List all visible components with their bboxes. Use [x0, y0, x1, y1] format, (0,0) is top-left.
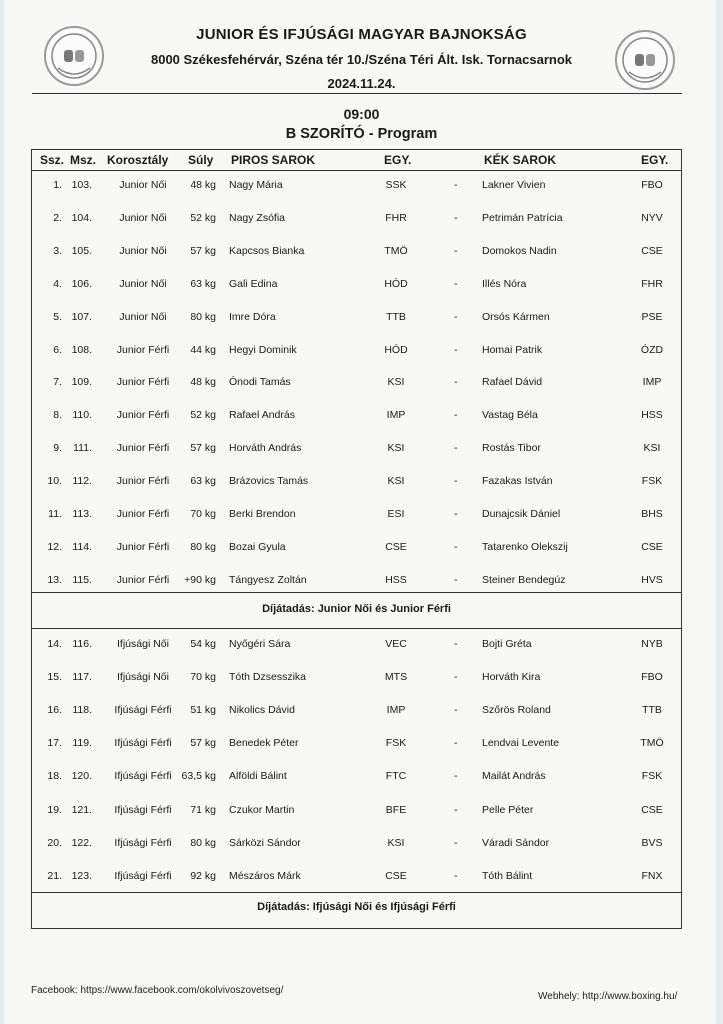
weight-class: 70 kg	[190, 508, 216, 520]
blue-corner-club: BVS	[641, 837, 663, 849]
header-divider	[32, 93, 682, 94]
age-group: Junior Férfi	[116, 344, 170, 356]
red-corner-club: VEC	[385, 638, 407, 650]
match-number: 110.	[72, 409, 92, 421]
red-corner-boxer: Benedek Péter	[229, 737, 299, 749]
age-group: Junior Férfi	[116, 376, 170, 388]
bout-number: 20.	[47, 837, 62, 849]
blue-corner-boxer: Pelle Péter	[482, 804, 534, 816]
versus-dash: -	[454, 409, 458, 421]
bout-number: 10.	[47, 475, 62, 487]
age-group: Junior Férfi	[116, 574, 170, 586]
weight-class: +90 kg	[184, 574, 216, 586]
age-group: Junior Férfi	[116, 508, 170, 520]
match-number: 109.	[71, 376, 92, 388]
age-group: Junior Női	[119, 179, 167, 191]
bout-number: 21.	[47, 870, 62, 882]
blue-corner-boxer: Steiner Bendegúz	[482, 574, 566, 586]
bout-number: 4.	[53, 278, 62, 290]
blue-corner-boxer: Tóth Bálint	[482, 870, 533, 882]
versus-dash: -	[454, 508, 458, 520]
red-corner-club: MTS	[384, 671, 408, 683]
versus-dash: -	[454, 245, 458, 257]
table-row	[32, 671, 681, 691]
red-corner-club: FTC	[385, 770, 407, 782]
section-rule	[32, 628, 681, 629]
red-corner-boxer: Gali Edina	[229, 278, 278, 290]
blue-corner-boxer: Fazakas István	[482, 475, 553, 487]
blue-corner-club: FBO	[641, 179, 663, 191]
red-corner-club: TMÖ	[384, 245, 408, 257]
col-header-weight: Súly	[188, 153, 214, 167]
blue-corner-club: TTB	[642, 704, 662, 716]
bout-number: 11.	[48, 508, 62, 520]
blue-corner-club: CSE	[641, 804, 663, 816]
match-number: 103.	[71, 179, 92, 191]
blue-corner-boxer: Lakner Vivien	[482, 179, 546, 191]
match-number: 122.	[71, 837, 92, 849]
age-group: Junior Női	[119, 311, 167, 323]
bout-number: 18.	[47, 770, 62, 782]
weight-class: 57 kg	[190, 737, 216, 749]
red-corner-club: CSE	[385, 541, 407, 553]
facebook-link[interactable]: Facebook: https://www.facebook.com/okolvivoszovetseg/	[31, 985, 284, 996]
versus-dash: -	[454, 870, 458, 882]
blue-corner-boxer: Vastag Béla	[482, 409, 538, 421]
age-group: Ifjúsági Férfi	[114, 837, 172, 849]
blue-corner-club: FNX	[641, 870, 663, 882]
red-corner-boxer: Tángyesz Zoltán	[229, 574, 307, 586]
blue-corner-club: ÓZD	[640, 344, 664, 356]
match-number: 107.	[71, 311, 92, 323]
col-header-red-corner: PIROS SAROK	[231, 153, 316, 167]
table-row	[32, 344, 681, 364]
weight-class: 51 kg	[190, 704, 216, 716]
table-row	[32, 804, 681, 824]
blue-corner-boxer: Homai Patrik	[482, 344, 543, 356]
weight-class: 71 kg	[190, 804, 216, 816]
red-corner-boxer: Berki Brendon	[229, 508, 296, 520]
table-row	[32, 737, 681, 757]
blue-corner-boxer: Lendvai Levente	[482, 737, 560, 749]
table-row	[32, 409, 681, 429]
blue-corner-boxer: Orsós Kármen	[482, 311, 550, 323]
age-group: Ifjúsági Női	[117, 671, 169, 683]
blue-corner-club: HVS	[641, 574, 663, 586]
blue-corner-boxer: Illés Nóra	[482, 278, 527, 290]
match-number: 108.	[71, 344, 92, 356]
age-group: Junior Férfi	[116, 541, 170, 553]
weight-class: 63 kg	[190, 475, 216, 487]
weight-class: 63,5 kg	[181, 770, 216, 782]
red-corner-club: SSK	[385, 179, 407, 191]
red-corner-boxer: Sárközi Sándor	[229, 837, 301, 849]
blue-corner-boxer: Dunajcsik Dániel	[482, 508, 561, 520]
blue-corner-club: HSS	[641, 409, 663, 421]
versus-dash: -	[454, 737, 458, 749]
venue-address: 8000 Székesfehérvár, Széna tér 10./Széna Téri Ált. Isk. Tornacsarnok	[150, 52, 573, 67]
blue-corner-club: FBO	[641, 671, 663, 683]
red-corner-boxer: Czukor Martin	[229, 804, 295, 816]
col-header-ssz: Ssz.	[40, 153, 65, 167]
age-group: Junior Férfi	[116, 442, 170, 454]
red-corner-club: CSE	[385, 870, 407, 882]
blue-corner-boxer: Domokos Nadin	[482, 245, 557, 257]
age-group: Junior Női	[119, 212, 167, 224]
red-corner-club: IMP	[386, 409, 406, 421]
col-header-club-red: EGY.	[384, 153, 412, 167]
col-header-club-blue: EGY.	[641, 153, 669, 167]
match-number: 105.	[71, 245, 92, 257]
age-group: Junior Férfi	[116, 475, 170, 487]
blue-corner-club: FHR	[641, 278, 663, 290]
weight-class: 92 kg	[190, 870, 216, 882]
age-group: Ifjúsági Női	[117, 638, 169, 650]
match-number: 111.	[73, 442, 92, 454]
red-corner-boxer: Kapcsos Bianka	[229, 245, 305, 257]
table-row	[32, 442, 681, 462]
table-row	[32, 574, 681, 594]
weight-class: 63 kg	[190, 278, 216, 290]
table-row	[32, 870, 681, 890]
match-number: 120.	[71, 770, 92, 782]
bout-number: 1.	[53, 179, 62, 191]
weight-class: 80 kg	[190, 541, 216, 553]
versus-dash: -	[454, 574, 458, 586]
red-corner-club: FHR	[385, 212, 407, 224]
bout-number: 13.	[47, 574, 62, 586]
red-corner-club: KSI	[387, 376, 405, 388]
red-corner-boxer: Horváth András	[229, 442, 302, 454]
match-number: 118.	[72, 704, 92, 716]
table-row	[32, 376, 681, 396]
weight-class: 52 kg	[190, 212, 216, 224]
bout-table	[31, 149, 682, 929]
header-rule	[32, 170, 681, 171]
bout-number: 17.	[47, 737, 62, 749]
bout-number: 15.	[47, 671, 62, 683]
match-number: 123.	[71, 870, 92, 882]
weight-class: 48 kg	[190, 179, 216, 191]
blue-corner-boxer: Petrimán Patrícia	[482, 212, 563, 224]
bout-number: 3.	[53, 245, 62, 257]
weight-class: 52 kg	[190, 409, 216, 421]
start-time: 09:00	[343, 106, 380, 122]
match-number: 121.	[71, 804, 92, 816]
col-header-msz: Msz.	[70, 153, 97, 167]
blue-corner-club: IMP	[642, 376, 662, 388]
match-number: 115.	[72, 574, 92, 586]
age-group: Ifjúsági Férfi	[114, 870, 172, 882]
versus-dash: -	[454, 376, 458, 388]
table-row	[32, 837, 681, 857]
red-corner-boxer: Mészáros Márk	[229, 870, 301, 882]
weight-class: 57 kg	[190, 442, 216, 454]
bout-number: 12.	[47, 541, 62, 553]
red-corner-club: BFE	[385, 804, 407, 816]
red-corner-boxer: Alföldi Bálint	[229, 770, 287, 782]
table-row	[32, 638, 681, 658]
versus-dash: -	[454, 770, 458, 782]
age-group: Ifjúsági Férfi	[114, 770, 172, 782]
blue-corner-boxer: Váradi Sándor	[482, 837, 550, 849]
age-group: Junior Férfi	[116, 409, 170, 421]
blue-corner-boxer: Szőrös Roland	[482, 704, 551, 716]
red-corner-boxer: Nyőgéri Sára	[229, 638, 291, 650]
bout-number: 6.	[53, 344, 62, 356]
red-corner-boxer: Ónodi Tamás	[229, 376, 291, 388]
versus-dash: -	[454, 344, 458, 356]
bout-number: 9.	[53, 442, 62, 454]
match-number: 117.	[72, 671, 92, 683]
col-header-age: Korosztály	[107, 153, 169, 167]
section-rule	[32, 592, 681, 593]
weight-class: 57 kg	[190, 245, 216, 257]
blue-corner-club: CSE	[641, 541, 663, 553]
table-row	[32, 704, 681, 724]
age-group: Junior Női	[119, 278, 167, 290]
blue-corner-club: NYB	[641, 638, 663, 650]
table-row	[32, 179, 681, 199]
championship-title: JUNIOR ÉS IFJÚSÁGI MAGYAR BAJNOKSÁG	[196, 26, 527, 43]
red-corner-boxer: Nagy Mária	[229, 179, 283, 191]
age-group: Ifjúsági Férfi	[114, 804, 172, 816]
versus-dash: -	[454, 179, 458, 191]
match-number: 119.	[72, 737, 92, 749]
match-number: 113.	[72, 508, 92, 520]
versus-dash: -	[454, 541, 458, 553]
program-title: B SZORÍTÓ - Program	[285, 126, 438, 142]
col-header-blue-corner: KÉK SAROK	[484, 153, 557, 167]
red-corner-club: HÓD	[384, 278, 408, 290]
red-corner-club: IMP	[386, 704, 406, 716]
match-number: 114.	[72, 541, 92, 553]
table-row	[32, 541, 681, 561]
red-corner-club: FSK	[385, 737, 407, 749]
red-corner-club: KSI	[387, 837, 405, 849]
red-corner-boxer: Brázovics Tamás	[229, 475, 309, 487]
table-row	[32, 508, 681, 528]
blue-corner-club: KSI	[643, 442, 661, 454]
blue-corner-club: FSK	[641, 770, 663, 782]
bout-number: 5.	[53, 311, 62, 323]
match-number: 106.	[71, 278, 92, 290]
versus-dash: -	[454, 837, 458, 849]
versus-dash: -	[454, 475, 458, 487]
versus-dash: -	[454, 671, 458, 683]
match-number: 112.	[72, 475, 92, 487]
match-number: 116.	[72, 638, 92, 650]
red-corner-club: KSI	[387, 475, 405, 487]
award-ceremony-youth: Díjátadás: Ifjúsági Női és Ifjúsági Férfi	[257, 901, 456, 913]
blue-corner-club: BHS	[641, 508, 663, 520]
red-corner-club: KSI	[387, 442, 405, 454]
blue-corner-boxer: Rostás Tibor	[482, 442, 541, 454]
blue-corner-boxer: Rafael Dávid	[482, 376, 543, 388]
red-corner-club: TTB	[386, 311, 406, 323]
blue-corner-club: CSE	[641, 245, 663, 257]
website-link[interactable]: Webhely: http://www.boxing.hu/	[538, 991, 678, 1002]
weight-class: 54 kg	[190, 638, 216, 650]
red-corner-boxer: Nikolics Dávid	[229, 704, 295, 716]
table-row	[32, 278, 681, 298]
red-corner-boxer: Bozai Gyula	[229, 541, 286, 553]
age-group: Ifjúsági Férfi	[114, 737, 172, 749]
section-rule	[32, 892, 681, 893]
blue-corner-boxer: Tatarenko Olekszij	[482, 541, 568, 553]
blue-corner-boxer: Mailát András	[482, 770, 546, 782]
versus-dash: -	[454, 804, 458, 816]
blue-corner-club: PSE	[641, 311, 663, 323]
bout-number: 8.	[53, 409, 62, 421]
red-corner-boxer: Nagy Zsófia	[229, 212, 286, 224]
event-date: 2024.11.24.	[327, 76, 396, 91]
blue-corner-club: FSK	[641, 475, 663, 487]
blue-corner-club: NYV	[641, 212, 663, 224]
weight-class: 70 kg	[190, 671, 216, 683]
red-corner-club: HSS	[385, 574, 407, 586]
blue-corner-boxer: Bojti Gréta	[482, 638, 532, 650]
award-ceremony-junior: Díjátadás: Junior Női és Junior Férfi	[262, 603, 451, 615]
bout-number: 16.	[47, 704, 62, 716]
red-corner-boxer: Imre Dóra	[229, 311, 276, 323]
red-corner-boxer: Rafael András	[229, 409, 295, 421]
weight-class: 48 kg	[190, 376, 216, 388]
red-corner-boxer: Tóth Dzsesszika	[229, 671, 307, 683]
blue-corner-club: TMÖ	[640, 737, 664, 749]
blue-corner-boxer: Horváth Kira	[482, 671, 541, 683]
versus-dash: -	[454, 212, 458, 224]
versus-dash: -	[454, 442, 458, 454]
red-corner-club: HÓD	[384, 344, 408, 356]
red-corner-boxer: Hegyi Dominik	[229, 344, 297, 356]
table-row	[32, 212, 681, 232]
age-group: Junior Női	[119, 245, 167, 257]
table-row	[32, 770, 681, 790]
table-row	[32, 311, 681, 331]
match-number: 104.	[71, 212, 92, 224]
red-corner-club: ESI	[387, 508, 405, 520]
versus-dash: -	[454, 278, 458, 290]
versus-dash: -	[454, 704, 458, 716]
weight-class: 80 kg	[190, 837, 216, 849]
bout-number: 7.	[53, 376, 62, 388]
bout-number: 2.	[53, 212, 62, 224]
bout-number: 14.	[47, 638, 62, 650]
weight-class: 44 kg	[190, 344, 216, 356]
versus-dash: -	[454, 311, 458, 323]
bout-number: 19.	[47, 804, 62, 816]
weight-class: 80 kg	[190, 311, 216, 323]
age-group: Ifjúsági Férfi	[114, 704, 172, 716]
table-row	[32, 475, 681, 495]
versus-dash: -	[454, 638, 458, 650]
table-row	[32, 245, 681, 265]
